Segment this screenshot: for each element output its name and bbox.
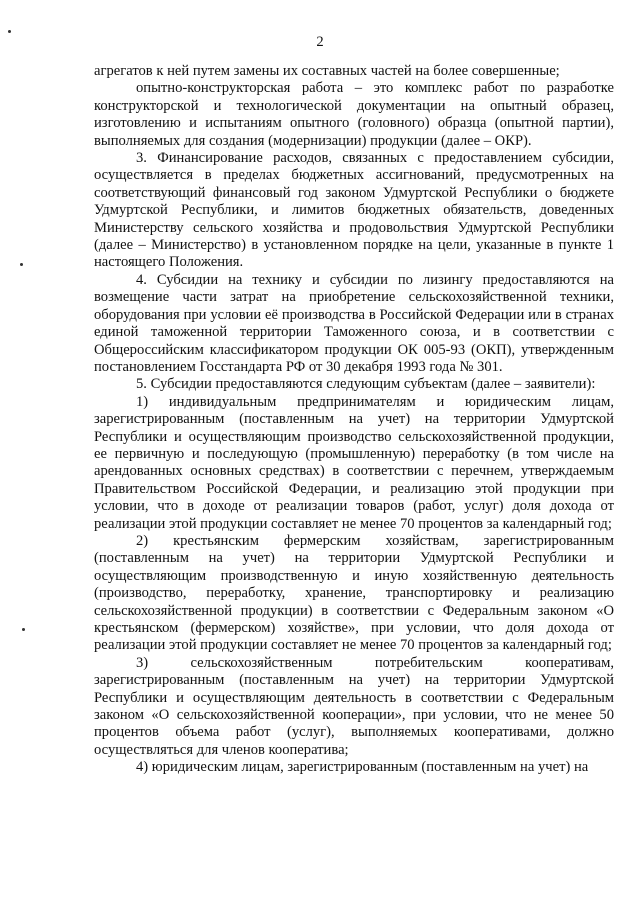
paragraph: агрегатов к ней путем замены их составных частей на более совершенные;	[94, 63, 560, 79]
list-item: 3) сельскохозяйственным потребительским кооперативам, зарегистрированным (поставленным на учет) на территории Удмуртской Республики и осуществляющим деятельность в соответствии с Федеральным законом «О сельскохозяйственной кооперации», при условии, что не менее 50 процентов объема работ (услуг), выполняемых кооперативами, должно осуществляться для членов кооператива;	[94, 654, 614, 758]
scan-speck	[20, 263, 23, 266]
document-body	[94, 63, 614, 777]
list-item: 1) индивидуальным предпринимателям и юридическим лицам, зарегистрированным (поставленным на учет) на территории Удмуртской Республики и осуществляющим производство сельскохозяйственной продукции, ее первичную и последующую (промышленную) переработку (в том числе на арендованных основных средствах) в соответствии с перечнем, утверждаемым Правительством Российской Федерации, и реализацию этой продукции при условии, что в доходе от реализации товаров (работ, услуг) доля дохода от реализации этой продукции составляет не менее 70 процентов за календарный год;	[94, 393, 614, 532]
paragraph: 5. Субсидии предоставляются следующим субъектам (далее – заявители):	[136, 376, 596, 393]
paragraph: 3. Финансирование расходов, связанных с предоставлением субсидии, осуществляется в пределах бюджетных ассигнований, предусмотренных на соответствующий финансовый год законом Удмуртской Республики о бюджете Удмуртской Республики, и лимитов бюджетных обязательств, доведенных Министерству сельского хозяйства и продовольствия Удмуртской Республики (далее – Министерство) в установленном порядке на цели, указанные в пункте 1 настоящего Положения.	[94, 150, 614, 271]
list-item: 4) юридическим лицам, зарегистрированным (поставленным на учет) на	[136, 759, 589, 776]
page-number: 2	[316, 34, 324, 50]
list-item: 2) крестьянским фермерским хозяйствам, зарегистрированным (поставленным на учет) на территории Удмуртской Республики и осуществляющим производственную и иную хозяйственную деятельность (производство, переработку, хранение, транспортировку и реализацию сельскохозяйственной продукции) в соответствии с Федеральным законом «О крестьянском (фермерском) хозяйстве», при условии, что доля дохода от реализации этой продукции составляет не менее 70 процентов за календарный год;	[94, 532, 614, 654]
scan-speck	[22, 628, 25, 631]
paragraph: 4. Субсидии на технику и субсидии по лизингу предоставляются на возмещение части затрат на приобретение сельскохозяйственной техники, оборудования при условии её производства в Российской Федерации или в странах единой таможенной территории Таможенного союза, и в соответствии с Общероссийским классификатором продукции ОК 005-93 (ОКП), утвержденным постановлением Госстандарта РФ от 30 декабря 1993 года № 301.	[94, 271, 614, 375]
paragraph: опытно-конструкторская работа – это комплекс работ по разработке конструкторской и технологической документации на опытный образец, изготовлению и испытаниям опытного (головного) образца (опытной партии), выполняемых для создания (модернизации) продукции (далее – ОКР).	[94, 80, 614, 149]
scan-speck	[8, 30, 11, 33]
